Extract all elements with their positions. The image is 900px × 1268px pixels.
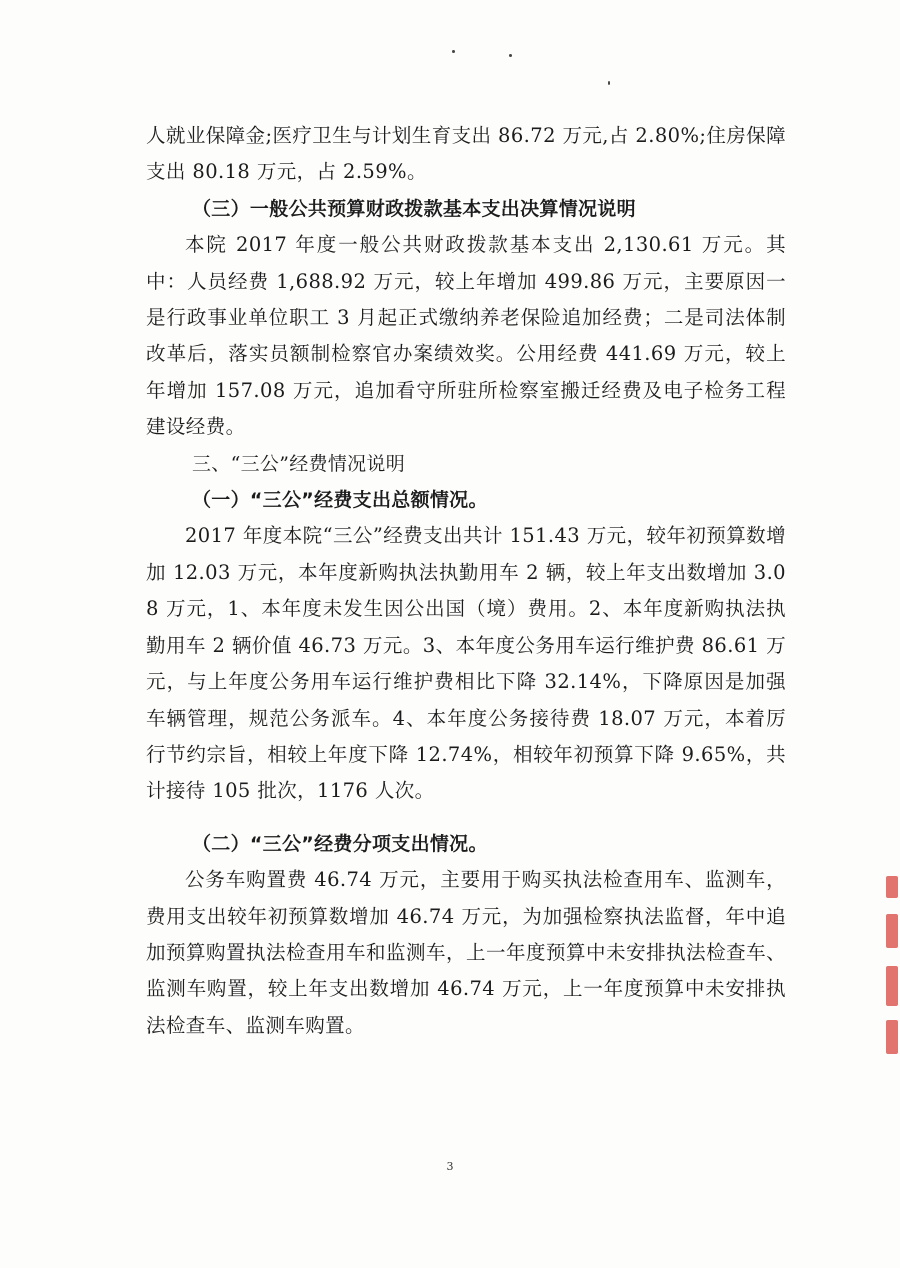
document-body [146, 118, 786, 1044]
paragraph-basic-expenditure: 本院 2017 年度一般公共财政拨款基本支出 2,130.61 万元。其中：人员经费 1,688.92 万元，较上年增加 499.86 万元，主要原因一是行政事业单位职工 3 月起正式缴纳养老保险追加经费；二是司法体制改革后，落实员额制检察官办案绩效奖。公用经费 441.69 万元，较上年增加 157.08 万元，追加看守所驻所检察室搬迁经费及电子检务工程建设经费。 [146, 233, 786, 439]
subsection-heading-total: （一）“三公”经费支出总额情况。 [192, 489, 488, 512]
paragraph-three-public-total: 2017 年度本院“三公”经费支出共计 151.43 万元，较年初预算数增加 12.03 万元，本年度新购执法执勤用车 2 辆，较上年支出数增加 3.08 万元，1、本年度未发生因公出国（境）费用。2、本年度新购执法执勤用车 2 辆价值 46.73 万元。3、本年度公务用车运行维护费 86.61 万元，与上年度公务用车运行维护费相比下降 32.14%，下降原因是加强车辆管理，规范公务派车。4、本年度公务接待费 18.07 万元，本着厉行节约宗旨，相较上年度下降 12.74%，相较年初预算下降 9.65%，共计接待 105 批次，1176 人次。 [146, 524, 786, 803]
red-seal-edge [884, 868, 900, 1068]
section-heading-basic-expenditure: （三）一般公共预算财政拨款基本支出决算情况说明 [192, 197, 636, 220]
paragraph-continuation: 人就业保障金;医疗卫生与计划生育支出 86.72 万元,占 2.80%;住房保障支出 80.18 万元，占 2.59%。 [146, 124, 786, 184]
paragraph-vehicle-purchase: 公务车购置费 46.74 万元，主要用于购买执法检查用车、监测车，费用支出较年初预算数增加 46.74 万元，为加强检察执法监督，年中追加预算购置执法检查用车和监测车，上一年度预算中未安排执法检查车、监测车购置，较上年支出数增加 46.74 万元，上一年度预算中未安排执法检查车、监测车购置。 [146, 868, 786, 1037]
page-number: 3 [446, 1160, 454, 1173]
scan-speck [509, 54, 512, 57]
scan-speck [608, 81, 610, 85]
subsection-heading-itemized: （二）“三公”经费分项支出情况。 [192, 832, 488, 855]
section-heading-three-public: 三、“三公”经费情况说明 [192, 452, 406, 475]
scan-speck [452, 50, 455, 53]
